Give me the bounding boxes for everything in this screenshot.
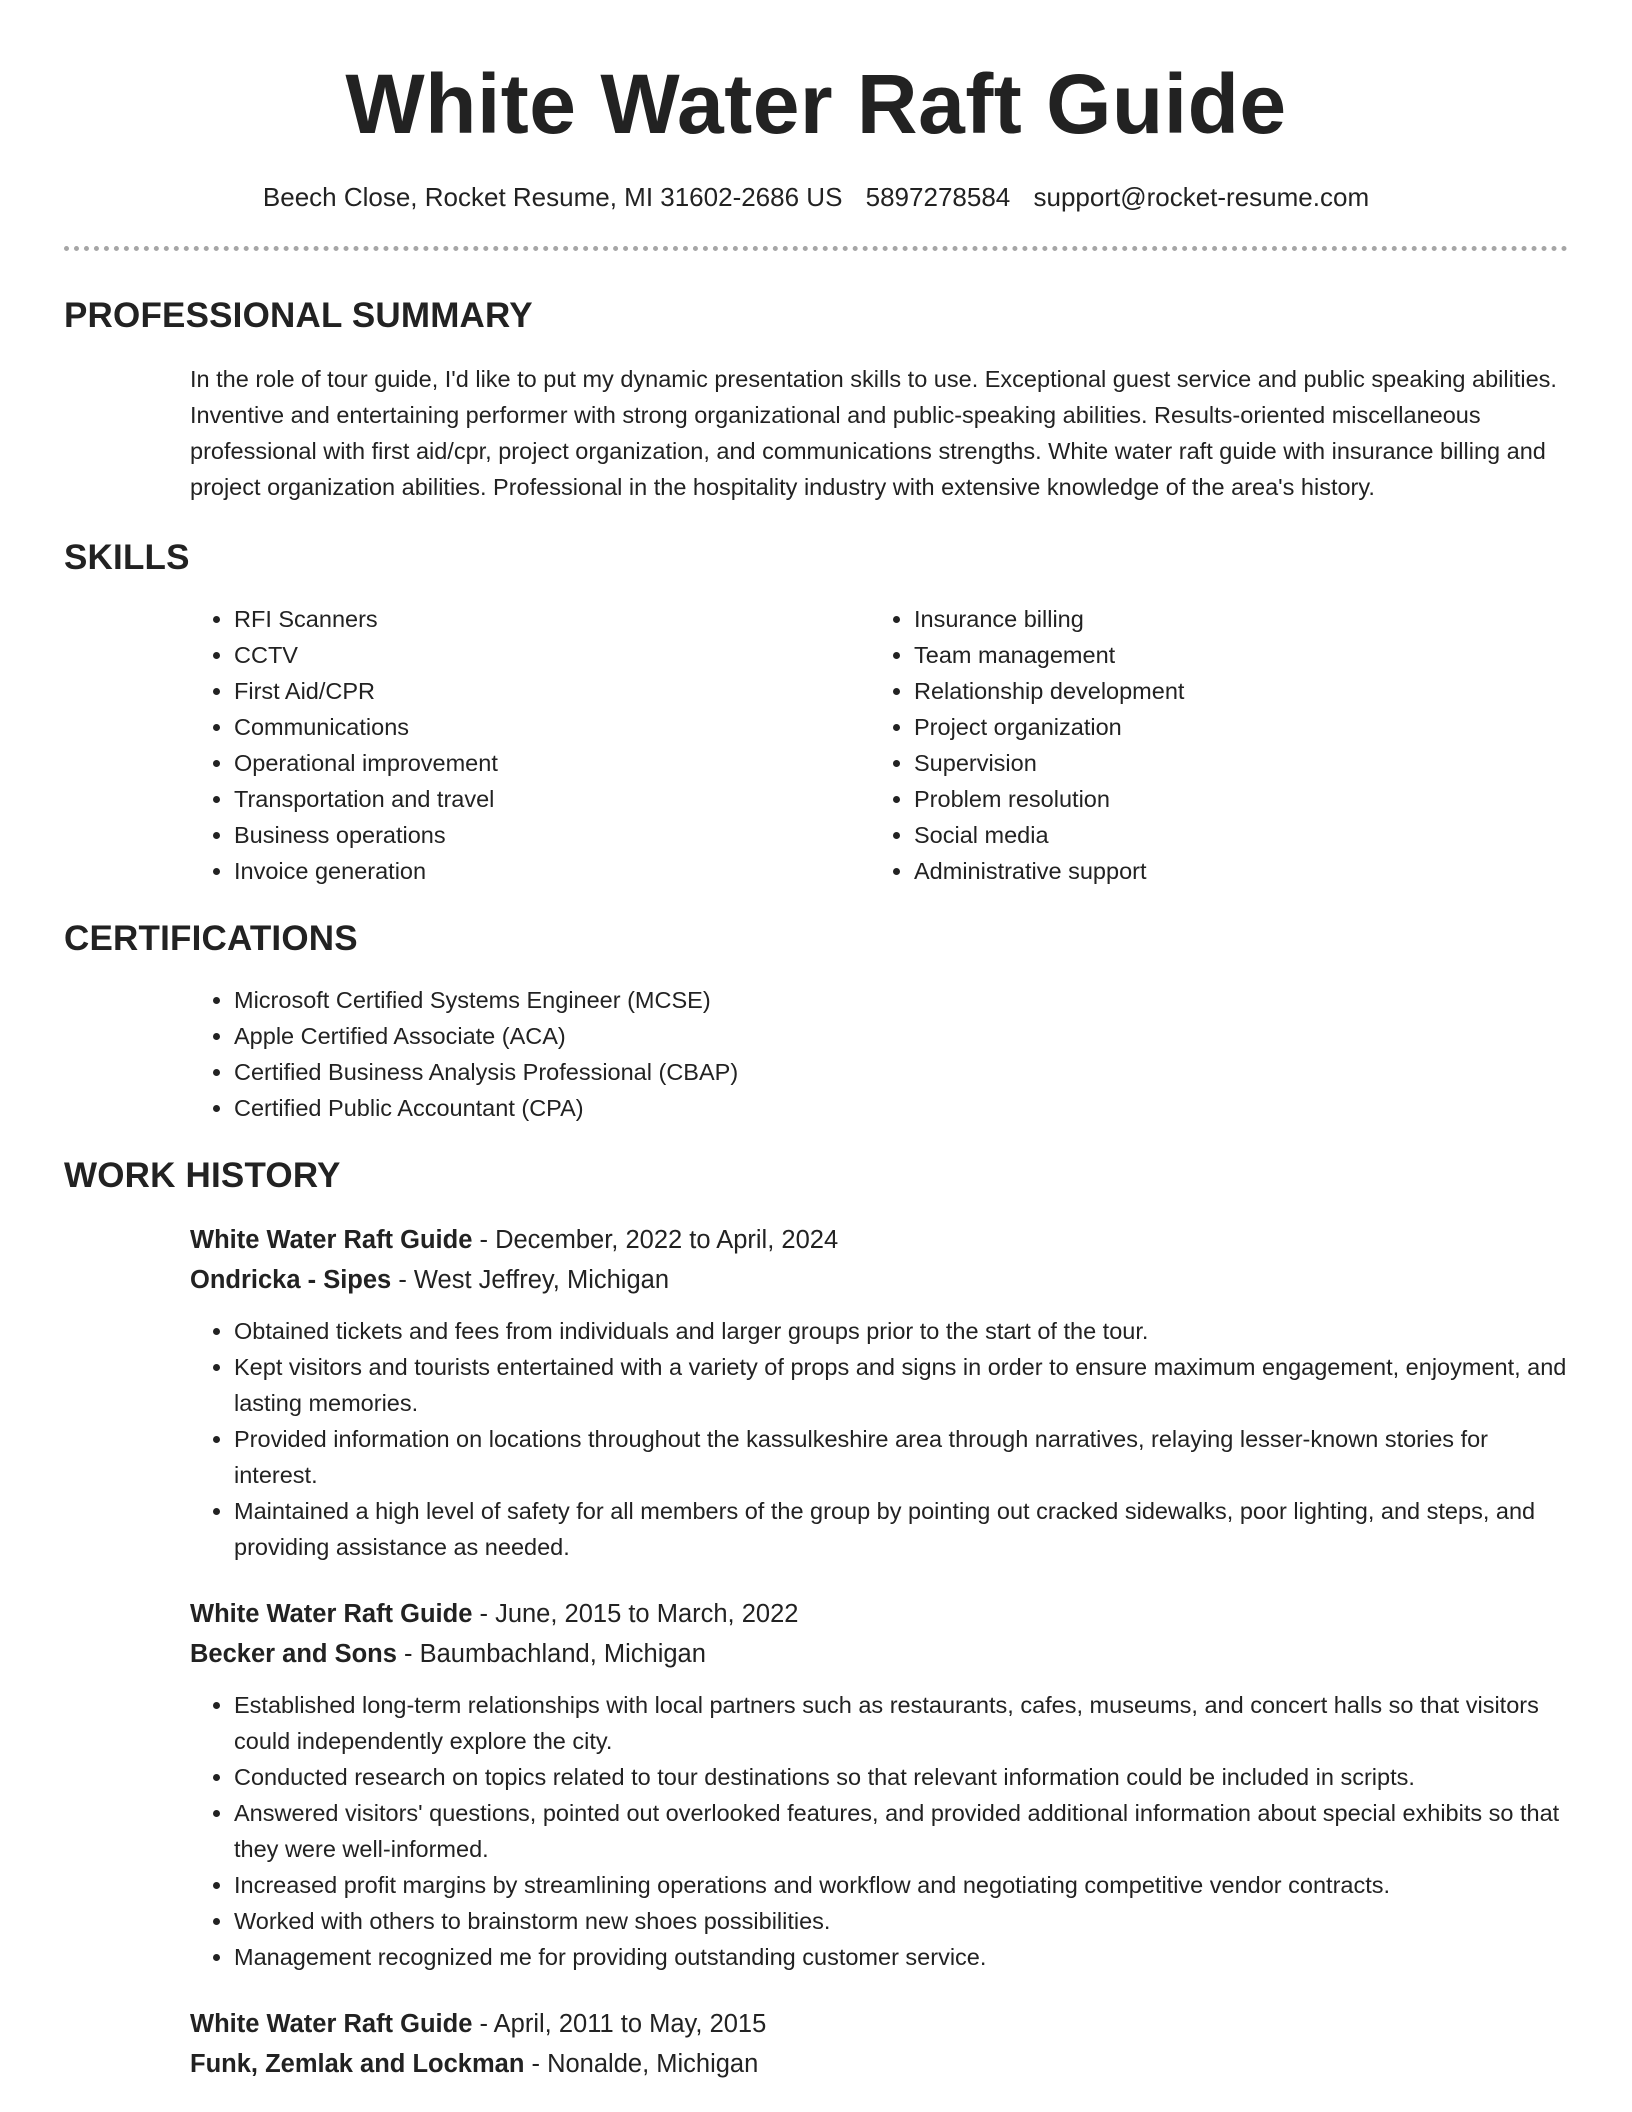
job-duty-item: • Established long-term relationships with local partners such as restaurants, cafes, museums, and concert halls so that visitors could independently explore the city. bbox=[234, 1687, 1568, 1759]
skills-title: SKILLS bbox=[64, 538, 190, 577]
skill-item: • Supervision bbox=[914, 745, 1550, 781]
address: Beech Close, Rocket Resume, MI 31602-2686 US bbox=[262, 182, 843, 212]
skill-item: • Relationship development bbox=[914, 673, 1550, 709]
job-company: Funk, Zemlak and Lockman bbox=[190, 2050, 525, 2078]
job-duty-item: • Answered visitors' questions, pointed out overlooked features, and provided additional information about special exhibits so that they were well-informed. bbox=[234, 1795, 1568, 1867]
skills-list-right bbox=[870, 601, 1550, 889]
certification-item: • Certified Business Analysis Professional (CBAP) bbox=[234, 1054, 1568, 1090]
skill-item: • CCTV bbox=[234, 637, 870, 673]
summary-text: In the role of tour guide, I'd like to put my dynamic presentation skills to use. Exceptional guest service and public speaking abilities. Inventive and entertaining performer with strong organizational and public-speaking abilities. Results-oriented miscellaneous professional with first aid/cpr, project organization, and communications strengths. White water raft guide with insurance billing and project organization abilities. Professional in the hospitality industry with extensive knowledge of the area's history. bbox=[190, 366, 1557, 500]
job-duties-list bbox=[190, 1313, 1568, 1565]
work-history-section bbox=[64, 1156, 1568, 2084]
skill-item: • Operational improvement bbox=[234, 745, 870, 781]
summary-section bbox=[64, 296, 1568, 505]
job-duty-item: • Maintained a high level of safety for all members of the group by pointing out cracked sidewalks, poor lighting, and steps, and providing assistance as needed. bbox=[234, 1493, 1568, 1565]
job-company-line bbox=[190, 1260, 1568, 1300]
certification-item: • Certified Public Accountant (CPA) bbox=[234, 1090, 1568, 1126]
skill-item: • Insurance billing bbox=[914, 601, 1550, 637]
job-entry bbox=[190, 2004, 1568, 2084]
certification-item: • Microsoft Certified Systems Engineer (MCSE) bbox=[234, 982, 1568, 1018]
job-company-line bbox=[190, 1634, 1568, 1674]
certifications-section bbox=[64, 919, 1568, 1126]
skill-item: • Team management bbox=[914, 637, 1550, 673]
contact-line bbox=[0, 182, 1632, 213]
job-role: White Water Raft Guide bbox=[190, 1226, 473, 1254]
job-entry bbox=[190, 1594, 1568, 1975]
job-dates: - June, 2015 to March, 2022 bbox=[472, 1600, 799, 1628]
candidate-name: White Water Raft Guide bbox=[345, 57, 1287, 151]
certifications-list bbox=[190, 982, 1568, 1126]
job-entry bbox=[190, 1220, 1568, 1565]
job-role: White Water Raft Guide bbox=[190, 2010, 473, 2038]
skill-item: • Social media bbox=[914, 817, 1550, 853]
job-duties-list bbox=[190, 1687, 1568, 1975]
skill-item: • First Aid/CPR bbox=[234, 673, 870, 709]
job-company-line bbox=[190, 2044, 1568, 2084]
job-duty-item: • Increased profit margins by streamlining operations and workflow and negotiating competitive vendor contracts. bbox=[234, 1867, 1568, 1903]
job-duty-item: • Provided information on locations throughout the kassulkeshire area through narratives, relaying lesser-known stories for interest. bbox=[234, 1421, 1568, 1493]
skill-item: • Business operations bbox=[234, 817, 870, 853]
job-dates: - April, 2011 to May, 2015 bbox=[472, 2010, 767, 2038]
job-dates: - December, 2022 to April, 2024 bbox=[472, 1226, 839, 1254]
job-duty-item: • Worked with others to brainstorm new shoes possibilities. bbox=[234, 1903, 1568, 1939]
skill-item: • Invoice generation bbox=[234, 853, 870, 889]
job-company: Ondricka - Sipes bbox=[190, 1266, 392, 1294]
summary-title: PROFESSIONAL SUMMARY bbox=[64, 296, 533, 335]
job-title-line bbox=[190, 2004, 1568, 2044]
phone: 5897278584 bbox=[865, 182, 1011, 212]
job-list bbox=[64, 1220, 1568, 2084]
job-company: Becker and Sons bbox=[190, 1640, 397, 1668]
skill-item: • Communications bbox=[234, 709, 870, 745]
skills-list-left bbox=[190, 601, 870, 889]
skills-section bbox=[64, 538, 1568, 889]
job-duty-item: • Obtained tickets and fees from individuals and larger groups prior to the start of the tour. bbox=[234, 1313, 1568, 1349]
job-role: White Water Raft Guide bbox=[190, 1600, 473, 1628]
certification-item: • Apple Certified Associate (ACA) bbox=[234, 1018, 1568, 1054]
job-location: - West Jeffrey, Michigan bbox=[391, 1266, 670, 1294]
skill-item: • Administrative support bbox=[914, 853, 1550, 889]
skills-grid bbox=[190, 601, 1568, 889]
certifications-title: CERTIFICATIONS bbox=[64, 919, 358, 958]
job-title-line bbox=[190, 1594, 1568, 1634]
email: support@rocket-resume.com bbox=[1033, 182, 1370, 212]
skill-item: • Project organization bbox=[914, 709, 1550, 745]
job-duty-item: • Management recognized me for providing outstanding customer service. bbox=[234, 1939, 1568, 1975]
skill-item: • Transportation and travel bbox=[234, 781, 870, 817]
skill-item: • Problem resolution bbox=[914, 781, 1550, 817]
work-history-title: WORK HISTORY bbox=[64, 1156, 341, 1195]
header-divider bbox=[64, 246, 1568, 251]
job-location: - Baumbachland, Michigan bbox=[396, 1640, 706, 1668]
skills-column-left bbox=[190, 601, 870, 889]
job-title-line bbox=[190, 1220, 1568, 1260]
job-location: - Nonalde, Michigan bbox=[524, 2050, 759, 2078]
skill-item: • RFI Scanners bbox=[234, 601, 870, 637]
job-duty-item: • Conducted research on topics related to tour destinations so that relevant information could be included in scripts. bbox=[234, 1759, 1568, 1795]
skills-column-right bbox=[870, 601, 1550, 889]
job-duty-item: • Kept visitors and tourists entertained with a variety of props and signs in order to ensure maximum engagement, enjoyment, and lasting memories. bbox=[234, 1349, 1568, 1421]
